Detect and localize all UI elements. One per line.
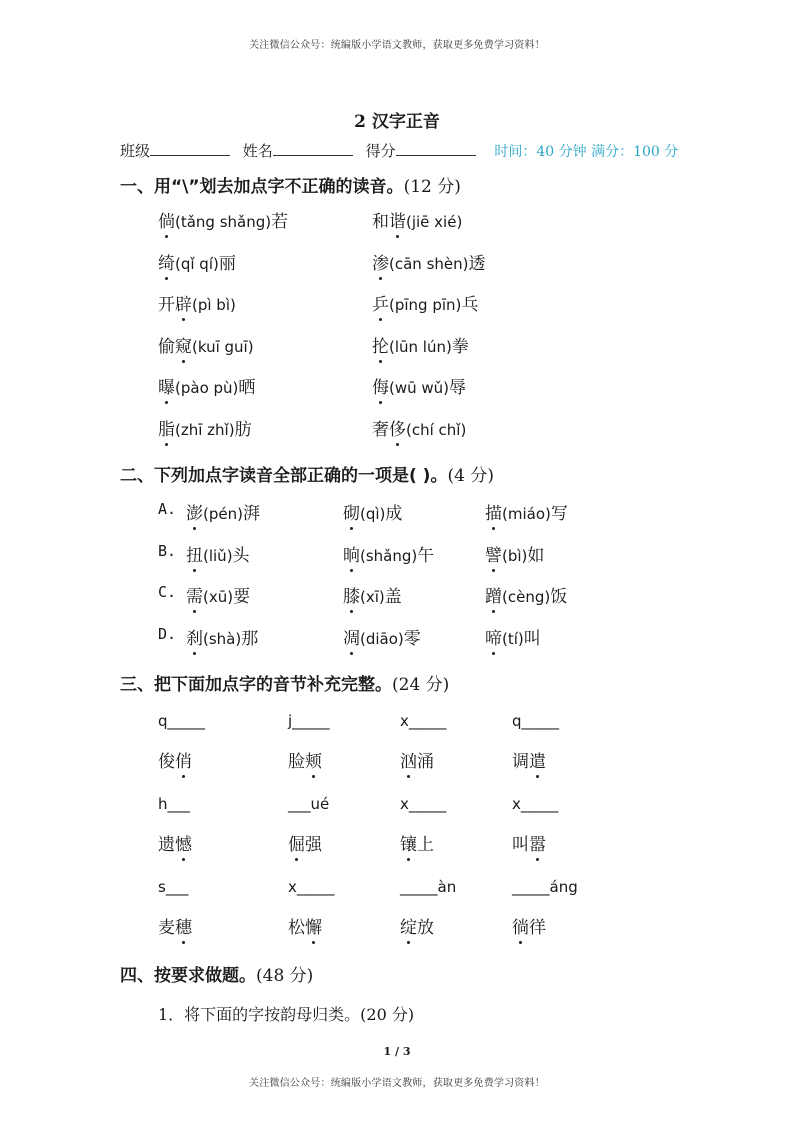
word-char: 如	[527, 545, 545, 566]
syllable-blank[interactable]: x_____	[400, 712, 447, 730]
word-char: 透	[468, 253, 486, 274]
word-char: 上	[417, 835, 434, 855]
option-label[interactable]: C.	[158, 583, 177, 601]
dotted-char: 渗	[372, 249, 389, 274]
section2-word	[186, 582, 250, 607]
section1-item	[372, 373, 466, 398]
section2-word	[343, 582, 402, 607]
section1-points: (12 分)	[403, 177, 461, 197]
syllable-blank[interactable]: x_____	[288, 878, 335, 896]
option-label[interactable]: B.	[158, 541, 177, 560]
dotted-char: 徜	[512, 913, 529, 938]
word-char: 徉	[529, 918, 546, 938]
pinyin-options[interactable]: (tǎng shǎng)	[175, 213, 272, 231]
section2-title: 二、下列加点字读音全部正确的一项是( )。	[120, 466, 448, 486]
word-char: 饭	[550, 587, 568, 607]
section1-item	[372, 415, 466, 440]
dotted-char: 绮	[158, 249, 175, 274]
syllable-blank[interactable]: x_____	[400, 795, 447, 813]
section2-heading	[120, 461, 494, 486]
syllable-blank[interactable]: x_____	[512, 795, 559, 813]
dotted-char: 辟	[175, 290, 192, 315]
section3-word	[158, 830, 192, 855]
section3-word	[512, 830, 546, 855]
dotted-char: 窥	[175, 332, 192, 357]
dotted-char: 颊	[305, 747, 322, 772]
pinyin-options[interactable]: (bì)	[502, 546, 528, 565]
pinyin-options[interactable]: (tí)	[502, 629, 524, 648]
dotted-char: 抡	[372, 332, 389, 357]
pinyin-options[interactable]: (pīng pīn)	[389, 296, 462, 314]
option-label[interactable]: D.	[158, 624, 177, 643]
word-char: 丽	[218, 253, 236, 274]
word-char: 乓	[461, 295, 479, 315]
dotted-char: 凋	[343, 624, 360, 649]
section4-heading	[120, 961, 313, 986]
word-char: 叫	[523, 628, 541, 649]
dotted-char: 澎	[186, 499, 203, 524]
section3-heading	[120, 670, 449, 695]
syllable-blank[interactable]: q_____	[158, 712, 206, 730]
word-char: 叫	[512, 835, 529, 855]
footer-note: 关注微信公众号：统编版小学语文教师，获取更多免费学习资料！	[249, 1078, 545, 1089]
dotted-char: 倔	[288, 830, 305, 855]
pinyin-options[interactable]: (xī)	[360, 588, 385, 606]
word-char: 俊	[158, 752, 175, 772]
word-char: 写	[550, 504, 568, 524]
dotted-char: 扭	[186, 541, 203, 566]
section2-word	[485, 624, 541, 649]
pinyin-options[interactable]: (pì bì)	[192, 296, 236, 314]
pinyin-options[interactable]: (qì)	[360, 505, 386, 523]
word-char: 开	[158, 295, 175, 315]
class-label: 班级	[120, 142, 151, 160]
pinyin-options[interactable]: (liǔ)	[203, 546, 233, 565]
word-char: 麦	[158, 918, 175, 938]
pinyin-options[interactable]: (cèng)	[502, 588, 551, 606]
section2-points: (4 分)	[447, 466, 494, 486]
section3-points: (24 分)	[392, 675, 450, 695]
word-char: 那	[241, 628, 259, 649]
dotted-char: 懈	[305, 913, 322, 938]
syllable-blank[interactable]: _____àn	[400, 878, 457, 896]
section2-word	[186, 624, 258, 649]
section2-word	[186, 499, 260, 524]
dotted-char: 穗	[175, 913, 192, 938]
word-char: 偷	[158, 336, 175, 357]
word-char: 涌	[417, 752, 434, 772]
syllable-blank[interactable]: _____áng	[512, 878, 578, 896]
pinyin-options[interactable]: (zhī zhǐ)	[175, 420, 235, 439]
pinyin-options[interactable]: (pào pù)	[175, 379, 239, 397]
dotted-char: 描	[485, 499, 502, 524]
option-label[interactable]: A.	[158, 500, 177, 518]
student-info-row	[120, 140, 700, 161]
dotted-char: 倘	[158, 207, 175, 232]
word-char: 和	[372, 212, 389, 232]
header-note: 关注微信公众号：统编版小学语文教师，获取更多免费学习资料！	[249, 40, 545, 51]
time-info: 时间：40 分钟 满分：100 分	[494, 144, 679, 160]
word-char: 若	[271, 212, 289, 232]
syllable-blank[interactable]: h___	[158, 795, 191, 813]
syllable-blank[interactable]: ___ué	[288, 795, 330, 813]
dotted-char: 绽	[400, 913, 417, 938]
dotted-char: 侈	[389, 415, 406, 440]
section3-word	[288, 830, 322, 855]
word-char: 晒	[238, 378, 256, 398]
dotted-char: 需	[186, 582, 203, 607]
word-char: 湃	[242, 504, 260, 524]
word-char: 零	[403, 628, 421, 649]
dotted-char: 俏	[175, 747, 192, 772]
section1-item	[372, 290, 478, 315]
section1-item	[158, 290, 236, 315]
word-char: 肪	[234, 419, 252, 440]
name-field[interactable]	[273, 141, 353, 156]
section3-word	[288, 747, 322, 772]
score-field[interactable]	[396, 141, 476, 156]
section3-word	[400, 830, 434, 855]
dotted-char: 曝	[158, 373, 175, 398]
section2-word	[343, 541, 434, 566]
pinyin-options[interactable]: (diāo)	[360, 629, 404, 648]
section2-word	[186, 541, 250, 566]
dotted-char: 晌	[343, 541, 360, 566]
class-field[interactable]	[150, 141, 230, 156]
section3-word	[158, 913, 192, 938]
section2-word	[485, 582, 567, 607]
page-title: 2 汉字正音	[354, 112, 440, 132]
section1-item	[158, 332, 254, 357]
dotted-char: 镶	[400, 830, 417, 855]
dotted-char: 刹	[186, 624, 203, 649]
dotted-char: 啼	[485, 624, 502, 649]
pinyin-options[interactable]: (jiē xié)	[406, 213, 463, 231]
score-label: 得分	[365, 142, 396, 160]
word-char: 成	[385, 504, 403, 524]
dotted-char: 嚣	[529, 830, 546, 855]
section4-subquestion-1: 1．将下面的字按韵母归类。(20 分)	[158, 1005, 415, 1024]
word-char: 辱	[449, 378, 467, 398]
section2-word	[343, 624, 421, 649]
pinyin-options[interactable]: (shǎng)	[360, 546, 418, 565]
dotted-char: 憾	[175, 830, 192, 855]
word-char: 要	[233, 587, 251, 607]
pinyin-options[interactable]: (wū wǔ)	[389, 379, 450, 397]
word-char: 奢	[372, 419, 389, 440]
section4-title: 四、按要求做题。	[120, 966, 256, 986]
syllable-blank[interactable]: q_____	[512, 712, 560, 730]
section1-item	[372, 207, 462, 232]
word-char: 松	[288, 918, 305, 938]
word-char: 遗	[158, 835, 175, 855]
word-char: 强	[305, 835, 322, 855]
pinyin-options[interactable]: (lūn lún)	[389, 337, 452, 356]
pinyin-options[interactable]: (pén)	[203, 505, 243, 523]
word-char: 拳	[451, 336, 469, 357]
word-char: 盖	[384, 587, 402, 607]
word-char: 头	[232, 545, 250, 566]
syllable-blank[interactable]: j_____	[288, 712, 330, 730]
section3-word	[288, 913, 322, 938]
pinyin-options[interactable]: (cān shèn)	[389, 254, 469, 273]
page-number: 1 / 3	[383, 1045, 411, 1058]
section2-word	[485, 541, 544, 566]
section3-word	[158, 747, 192, 772]
section1-item	[372, 249, 485, 274]
pinyin-options[interactable]: (xū)	[203, 588, 234, 606]
dotted-char: 谐	[389, 207, 406, 232]
section2-word	[343, 499, 402, 524]
dotted-char: 砌	[343, 499, 360, 524]
section1-item	[158, 373, 255, 398]
section3-word	[512, 913, 546, 938]
section1-item	[158, 415, 252, 440]
word-char: 脸	[288, 752, 305, 772]
dotted-char: 乒	[372, 290, 389, 315]
dotted-char: 侮	[372, 373, 389, 398]
dotted-char: 汹	[400, 747, 417, 772]
section2-word	[485, 499, 568, 524]
syllable-blank[interactable]: s___	[158, 878, 189, 896]
section3-title: 三、把下面加点字的音节补充完整。	[120, 675, 392, 695]
pinyin-options[interactable]: (chí chǐ)	[406, 420, 467, 439]
section3-word	[400, 913, 434, 938]
dotted-char: 遣	[529, 747, 546, 772]
pinyin-options[interactable]: (kuī guī)	[192, 337, 254, 356]
dotted-char: 蹭	[485, 582, 502, 607]
pinyin-options[interactable]: (shà)	[203, 629, 242, 648]
section1-item	[372, 332, 469, 357]
dotted-char: 譬	[485, 541, 502, 566]
name-label: 姓名	[242, 142, 273, 160]
section1-heading	[120, 172, 461, 197]
section1-item	[158, 249, 236, 274]
dotted-char: 脂	[158, 415, 175, 440]
section1-item	[158, 207, 288, 232]
pinyin-options[interactable]: (miáo)	[502, 505, 551, 523]
word-char: 调	[512, 752, 529, 772]
section3-word	[400, 747, 434, 772]
section4-points: (48 分)	[256, 966, 314, 986]
word-char: 午	[417, 545, 435, 566]
word-char: 放	[417, 918, 434, 938]
section1-title: 一、用“\”划去加点字不正确的读音。	[120, 177, 404, 197]
section3-word	[512, 747, 546, 772]
dotted-char: 膝	[343, 582, 360, 607]
pinyin-options[interactable]: (qǐ qí)	[175, 254, 219, 273]
